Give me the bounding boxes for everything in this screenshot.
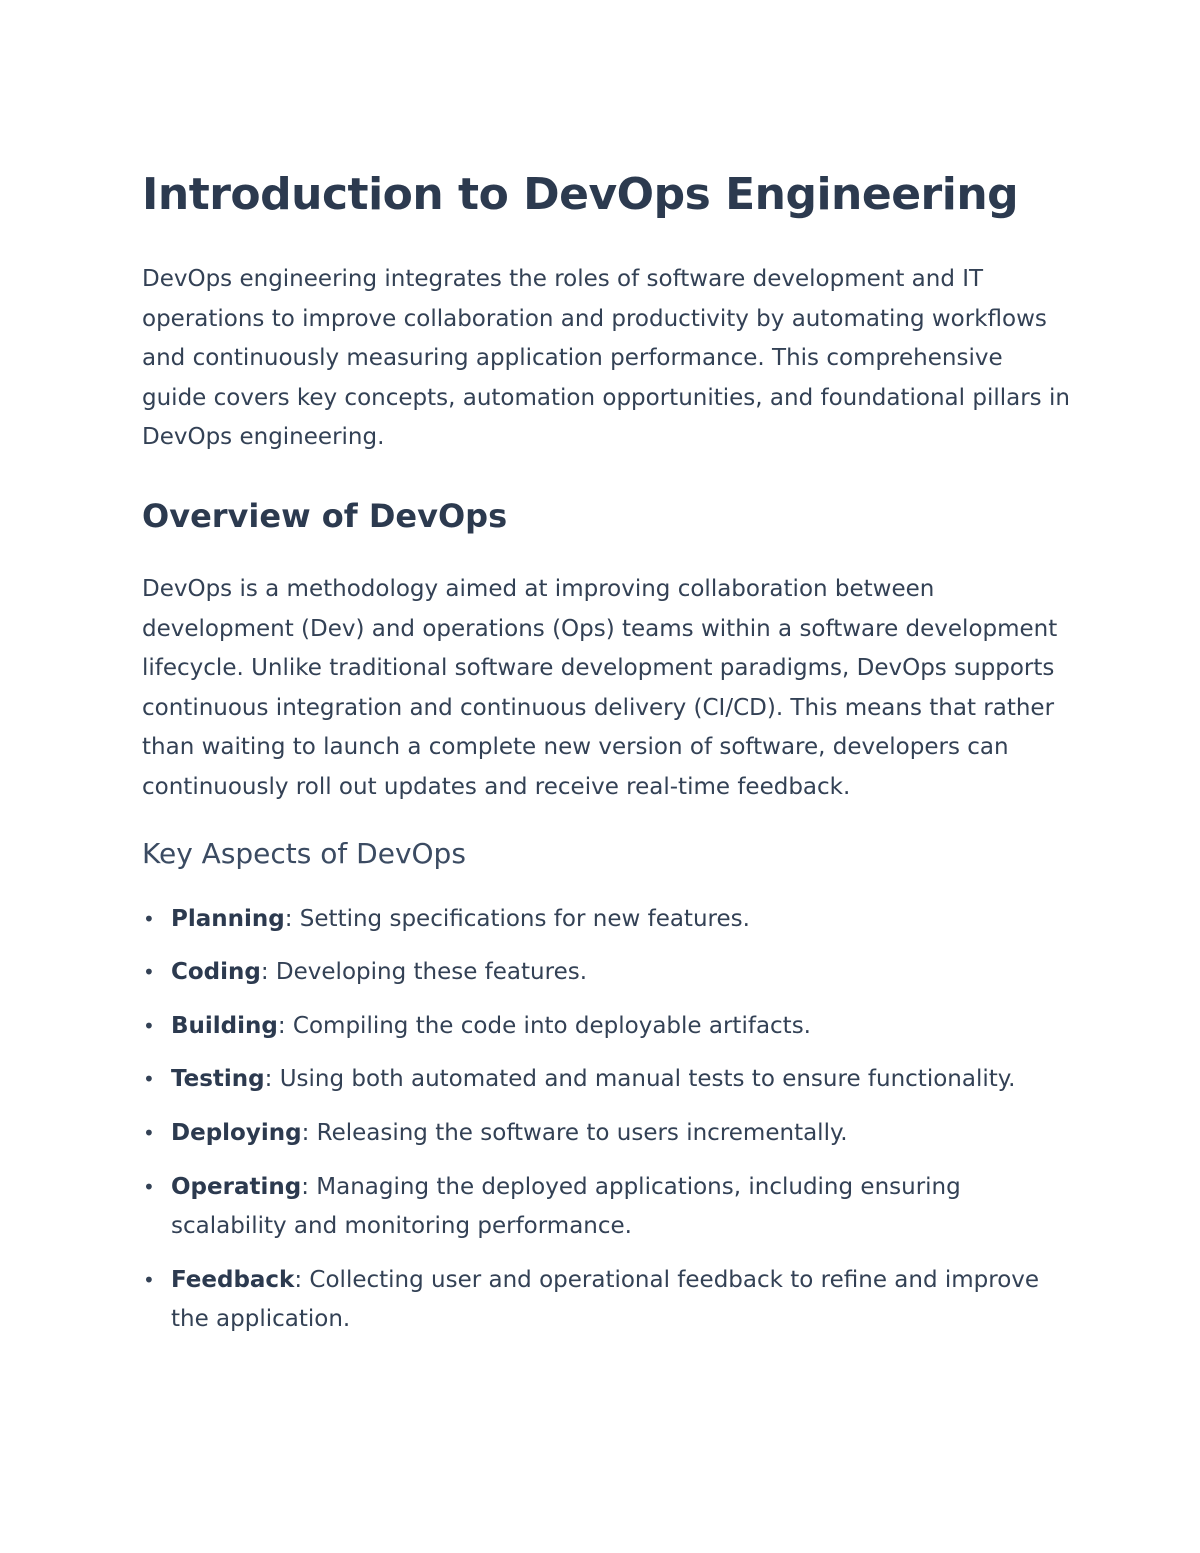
list-item-desc: : Compiling the code into deployable artifacts.: [277, 1012, 811, 1039]
bullet-icon: •: [143, 1013, 155, 1038]
document-page: [142, 160, 1072, 1354]
list-item-term: Planning: [171, 905, 285, 932]
bullet-icon: •: [143, 1267, 155, 1292]
list-item-desc: : Managing the deployed applications, including ensuring scalability and monitoring performance.: [171, 1173, 961, 1240]
list-item-term: Operating: [171, 1173, 302, 1200]
list-item: [142, 1007, 1072, 1047]
page-title: Introduction to DevOps Engineering: [142, 169, 1019, 220]
list-item: [142, 1060, 1072, 1100]
list-item: [142, 1168, 1072, 1247]
bullet-icon: •: [143, 906, 155, 931]
list-item: [142, 1114, 1072, 1154]
list-item: [142, 1261, 1072, 1340]
bullet-icon: •: [143, 1067, 155, 1092]
list-item-term: Building: [171, 1012, 278, 1039]
list-item-term: Testing: [171, 1066, 265, 1093]
intro-paragraph: DevOps engineering integrates the roles of software development and IT operations to improve collaboration and productivity by automating workflows and continuously measuring application performance. This comprehensive guide covers key concepts, automation opportunities, and foundational pillars in DevOps engineering.: [142, 266, 1070, 451]
list-item-term: Feedback: [171, 1266, 295, 1293]
key-aspects-list: [142, 900, 1072, 1340]
key-aspects-heading: Key Aspects of DevOps: [142, 836, 466, 870]
bullet-icon: •: [143, 1120, 155, 1145]
list-item: [142, 900, 1072, 940]
list-item-desc: : Setting specifications for new features.: [284, 905, 750, 932]
list-item-desc: : Developing these features.: [260, 959, 588, 986]
list-item: [142, 953, 1072, 993]
overview-paragraph: DevOps is a methodology aimed at improving collaboration between development (Dev) and operations (Ops) teams within a software development lifecycle. Unlike traditional software development paradigms, DevOps supports continuous integration and continuous delivery (CI/CD). This means that rather than waiting to launch a complete new version of software, developers can continuously roll out updates and receive real-time feedback.: [142, 575, 1058, 800]
list-item-term: Coding: [171, 959, 261, 986]
bullet-icon: •: [143, 960, 155, 985]
list-item-desc: : Releasing the software to users incrementally.: [301, 1119, 848, 1146]
list-item-desc: : Using both automated and manual tests to ensure functionality.: [264, 1066, 1016, 1093]
bullet-icon: •: [143, 1174, 155, 1199]
list-item-term: Deploying: [171, 1119, 302, 1146]
list-item-desc: : Collecting user and operational feedback to refine and improve the application.: [171, 1266, 1040, 1333]
overview-heading: Overview of DevOps: [142, 496, 508, 535]
